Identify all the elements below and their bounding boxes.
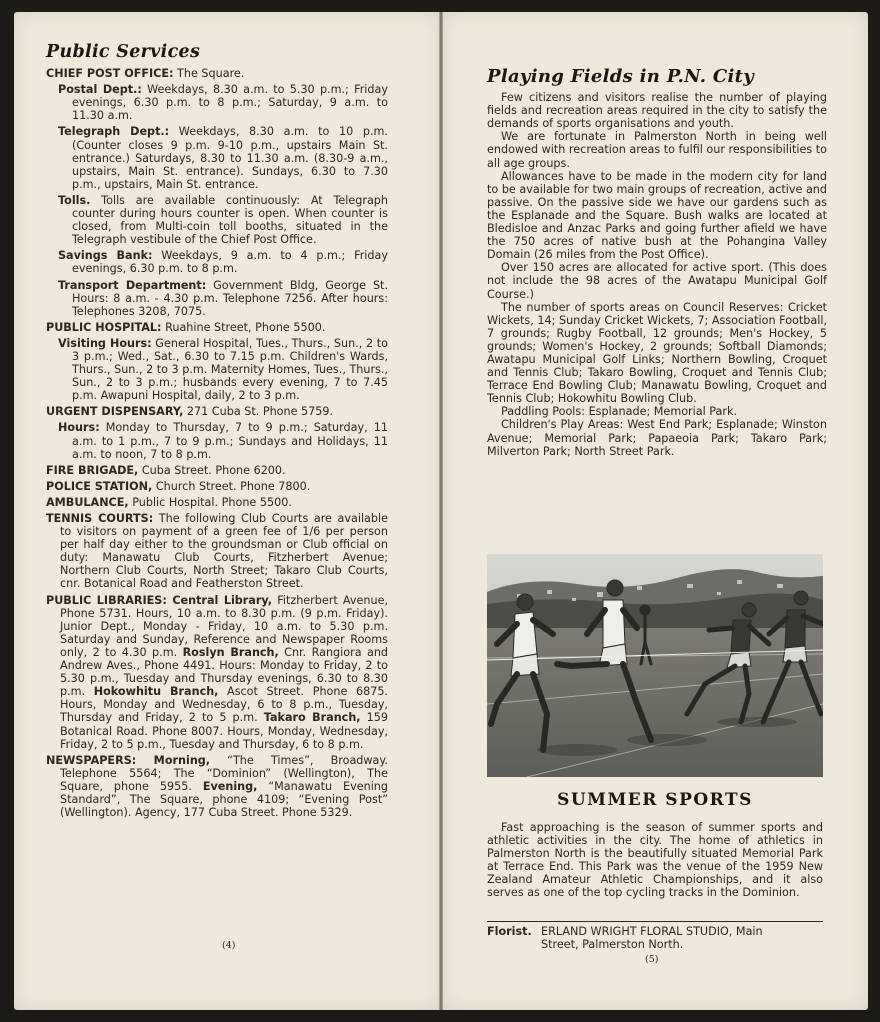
entry-tolls: Tolls. Tolls are available continuously: At Telegraph counter during hours counter is open. When counter is closed, from Multi-coin toll booths, situated in the Telegraph vestibule of the Chief Post Office. xyxy=(58,193,388,247)
entry-ambulance: AMBULANCE, Public Hospital. Phone 5500. xyxy=(46,495,292,509)
public-services-column xyxy=(46,42,389,822)
paragraph: Few citizens and visitors realise the number of playing fields and recreation areas required in the city to satisfy the demands of sports organisations and youth. xyxy=(487,91,827,131)
public-services-heading: Public Services xyxy=(46,42,201,62)
entry-public-hospital: PUBLIC HOSPITAL: Ruahine Street, Phone 5500. xyxy=(46,320,326,334)
playing-fields-heading: Playing Fields in P.N. City xyxy=(487,66,755,87)
entry-newspapers: NEWSPAPERS: Morning, “The Times”, Broadway. Telephone 5564; The “Dominion” (Wellington), The Square, phone 5955. Evening, “Manawatu Evening Standard”, The Square, phone 4109; “Evening Post” (Wellington). Agency, 177 Cuba Street. Phone 5329. xyxy=(46,753,388,820)
summer-sports-paragraph: Fast approaching is the season of summer sports and athletic activities in the city. The home of athletics in Palmerston North is the beautifully situated Memorial Park at Terrace End. This Park was the venue of the 1959 New Zealand Amateur Athletic Championships, and it also serves as one of the top cycling tracks in the Dominion. xyxy=(487,821,823,900)
entry-transport-department: Transport Department: Government Bldg, George St. Hours: 8 a.m. - 4.30 p.m. Telephone 7256. After hours: Telephones 3208, 7075. xyxy=(58,278,388,318)
florist-line-2: Street, Palmerston North. xyxy=(541,938,684,952)
paragraph: Allowances have to be made in the modern city for land to be available for two main groups of recreation, active and passive. On the passive side we have our gardens such as the Esplanade and the Square. Bush walks are located at Bledisloe and Anzac Parks and going further afield we have the 750 acres of native bush at the Pohangina Valley Domain (26 miles from the Post Office). xyxy=(487,169,827,262)
paragraph: Children's Play Areas: West End Park; Esplanade; Winston Avenue; Memorial Park; Papaeoia Park; Takaro Park; Milverton Park; North Street Park. xyxy=(487,418,827,458)
entry-urgent-dispensary: URGENT DISPENSARY, 271 Cuba St. Phone 5759. xyxy=(46,405,334,419)
paragraph: Paddling Pools: Esplanade; Memorial Park. xyxy=(501,405,738,419)
florist-label: Florist. xyxy=(487,925,532,938)
entry-police-station: POLICE STATION, Church Street. Phone 7800. xyxy=(46,479,311,493)
entry-tennis-courts: TENNIS COURTS: The following Club Courts are available to visitors on payment of a green fee of 1/6 per person per half day either to the groundsman or Club official on duty: Manawatu Club Courts, Fitzherbert Avenue; Northern Club Courts, North Street; Takaro Club Courts, cnr. Botanical Road and Featherston Street. xyxy=(46,512,389,591)
athletics-photo xyxy=(487,554,823,777)
paragraph: We are fortunate in Palmerston North in being well endowed with recreation areas to fulfil our responsibilities to all age groups. xyxy=(487,130,827,170)
entry-visiting-hours: Visiting Hours: General Hospital, Tues., Thurs., Sun., 2 to 3 p.m.; Wed., Sat., 6.30 to 7.15 p.m. Children's Wards, Thurs., Sun., 2 to 3 p.m. Maternity Homes, Tues., Thurs., Sun., 2 to 3 p.m.; husbands every evening, 7 to 7.45 p.m. Awapuni Hospital, daily, 2 to 3 p.m. xyxy=(58,336,388,403)
summer-sports-heading: SUMMER SPORTS xyxy=(557,790,753,810)
entry-public-libraries: PUBLIC LIBRARIES: Central Library, Fitzherbert Avenue, Phone 5731. Hours, 10 a.m. to 8.30 p.m. (9 p.m. Friday). Junior Dept., Monday - Friday, 10 a.m. to 5.30 p.m. Saturday and Sunday, Reference and Newspaper Rooms only, 2 to 4.30 p.m. Roslyn Branch, Cnr. Rangiora and Andrew Aves., Phone 4491. Hours: Monday to Friday, 2 to 5.30 p.m., Tuesday and Thursday evenings, 6.30 to 8.30 p.m. Hokowhitu Branch, Ascot Street. Phone 6875. Hours, Monday and Wednesday, 6 to 8 p.m., Tuesday, Thursday and Friday, 2 to 5 p.m. Takaro Branch, 159 Botanical Road. Phone 8007. Hours, Monday, Wednesday, Friday, 2 to 5 p.m., Tuesday and Thursday, 6 to 8 p.m. xyxy=(46,593,389,751)
entry-fire-brigade: FIRE BRIGADE, Cuba Street. Phone 6200. xyxy=(46,463,286,477)
paragraph: Over 150 acres are allocated for active sport. (This does not include the 98 acres of the Awatapu Municipal Golf Course.) xyxy=(487,261,827,301)
left-page-number: (4) xyxy=(222,940,236,951)
florist-line-1: ERLAND WRIGHT FLORAL STUDIO, Main xyxy=(541,925,763,938)
florist-divider xyxy=(487,921,823,922)
entry-dispensary-hours: Hours: Monday to Thursday, 7 to 9 p.m.; Saturday, 11 a.m. to 1 p.m., 7 to 9 p.m.; Sundays and Holidays, 11 a.m. to noon, 7 to 8 p.m. xyxy=(58,421,388,461)
entry-postal-dept: Postal Dept.: Weekdays, 8.30 a.m. to 5.30 p.m.; Friday evenings, 6.30 p.m. to 8 p.m.; Saturday, 9 a.m. to 11.30 a.m. xyxy=(58,83,388,123)
entry-telegraph-dept: Telegraph Dept.: Weekdays, 8.30 a.m. to 10 p.m. (Counter closes 9 p.m. 9-10 p.m., upstairs Main St. entrance.) Saturdays, 8.30 to 11.30 a.m. (8.30-9 a.m., upstairs, Main St. entrance). Sundays, 6.30 to 7.30 p.m., upstairs, Main St. entrance. xyxy=(58,125,388,191)
florist-advert xyxy=(487,925,823,951)
right-page-number: (5) xyxy=(645,954,659,965)
paragraph: The number of sports areas on Council Reserves: Cricket Wickets, 14; Sunday Cricket Wickets, 7; Association Football, 7 grounds; Rugby Football, 12 grounds; Men's Hockey, 5 grounds; Women's Hockey, 2 grounds; Softball Diamonds; Awatapu Municipal Golf Links; Northern Bowling, Croquet and Tennis Club; Takaro Bowling, Croquet and Tennis Club; Terrace End Bowling Club; Manawatu Bowling, Croquet and Tennis Club; Hokowhitu Bowling Club. xyxy=(487,300,827,406)
entry-chief-post-office: CHIEF POST OFFICE: The Square. xyxy=(46,67,245,81)
playing-fields-column xyxy=(487,66,827,458)
entry-savings-bank: Savings Bank: Weekdays, 9 a.m. to 4 p.m.; Friday evenings, 6.30 p.m. to 8 p.m. xyxy=(58,249,388,276)
athletics-photo-graphic xyxy=(487,554,823,777)
